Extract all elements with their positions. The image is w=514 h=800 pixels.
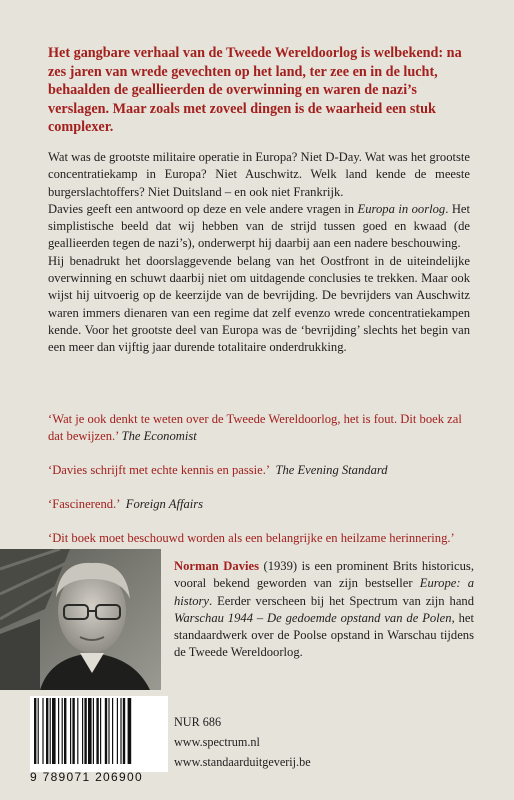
intro-paragraph: Het gangbare verhaal van de Tweede Wereldoorlog is welbekend: na zes jaren van wrede gevechten op het land, ter zee en in de lucht, behaalden de geallieerden de overwinning en waren de nazi’s verslagen. Maar zoals met zoveel dingen is de waarheid een stuk complexer. [48,45,462,135]
bio-text-c: , het standaardwerk over de Poolse opstand in Warschau tijdens de Tweede Wereldoorlog. [174,610,475,660]
barcode-bar [42,698,43,764]
bio-book-2: Warschau 1944 – De gedoemde opstand van de Polen [174,610,452,625]
description-paragraph-3: Hij benadrukt het doorslaggevende belang van het Oostfront in de uiteindelijke overwinning en schuwt daarbij niet om uitdagende conclusies te trekken. Maar ook wijst hij uitvoerig op de keerzijde van de bevrijding. De bevrijders van Auschwitz waren immers dienaren van een regime dat zelf evenzo wrede concentratiekampen kende. Voor het grootste deel van Europa was de ‘bevrijding’ slechts het begin van een meer dan vijftig jaar durende totalitaire onderdrukking. [48,253,470,355]
website-link[interactable]: www.spectrum.nl [174,735,260,749]
author-portrait-image [0,549,161,690]
barcode-bar [50,698,51,764]
barcode-bar [82,698,83,764]
barcode-bar [70,698,71,764]
barcode-bar [100,698,101,764]
review-quote [48,462,470,479]
author-bio [174,558,474,662]
barcode-bar [84,698,86,764]
p2-text-a: Davies geeft een antwoord op deze en vele andere vragen in [48,201,358,216]
barcode-bar [108,698,109,764]
author-name: Norman Davies [174,559,259,573]
barcode-bar [128,698,132,764]
barcode-bar [62,698,63,764]
quote-text: ‘Wat je ook denkt te weten over de Tweede Wereldoorlog, het is fout. Dit boek zal dat bewijzen.’ [48,412,462,444]
quote-source: The Evening Standard [275,463,388,477]
website-link[interactable]: www.standaarduitgeverij.be [174,755,311,769]
description [48,149,470,357]
barcode-bar [120,698,121,764]
bio-book-1: Europe: a history [174,576,475,608]
barcode-bar [93,698,94,764]
publisher-info [174,712,374,772]
barcode-bar [46,698,48,764]
quote-text: ‘Dit boek moet beschouwd worden als een belangrijke en heilzame herinnering.’ [48,531,455,545]
barcode-bar [64,698,66,764]
barcode-bar [77,698,78,764]
barcode-bar [38,698,39,764]
barcode-icon [30,696,168,766]
barcode-bar [52,698,56,764]
quote-text: ‘Davies schrijft met echte kennis en passie.’ [48,463,270,477]
quote-source: The Economist [121,429,197,444]
bio-text-a: (1939) is een prominent Brits historicus, vooral bekend geworden van zijn bestseller [174,559,474,591]
review-quote [48,411,470,446]
isbn-barcode [30,696,168,772]
quote-text: ‘Fascinerend.’ [48,497,120,511]
author-photo [0,549,161,690]
book-title: Europa in oorlog [357,201,446,216]
barcode-bar [58,698,59,764]
barcode-bar [117,698,118,764]
review-quote [48,496,470,513]
description-paragraph-1: Wat was de grootste militaire operatie in Europa? Niet D-Day. Wat was het grootste concentratiekamp in Europa? Niet Auschwitz. Welk land kende de meeste burgerslachtoffers? Niet Duitsland – en ook niet Frankrijk. [48,150,470,199]
bio-text-b: . Eerder verscheen bij het Spectrum van zijn hand [208,593,474,608]
barcode-bar [72,698,74,764]
barcode-bar [88,698,92,764]
description-paragraph-2 [48,201,470,253]
barcode-bar [112,698,113,764]
quote-source: Foreign Affairs [125,497,204,511]
barcode-bar [96,698,98,764]
barcode-bar [105,698,107,764]
barcode-bar [34,698,36,764]
p2-text-b: . Het simplistische beeld dat wij hebben van de strijd tussen goed en kwaad (de geallieerden tegen de nazi’s), onderwerpt hij daarbij aan een nadere beschouwing. [48,201,471,251]
nur-code: NUR 686 [174,715,222,729]
isbn-number: 9 789071 206900 [30,770,143,784]
barcode-bar [123,698,125,764]
